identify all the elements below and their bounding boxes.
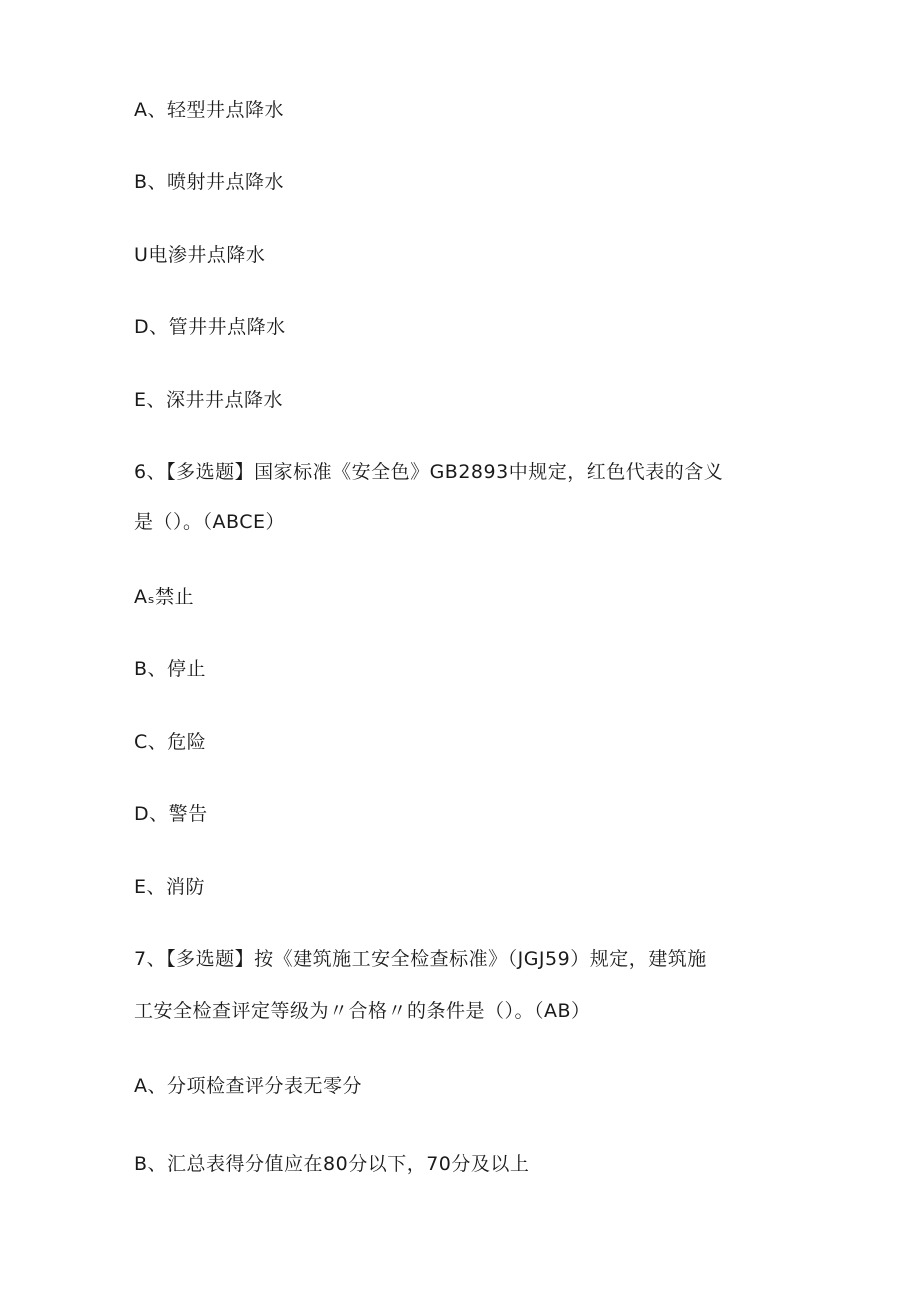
- question-6-text-line-2: 是（）。（ABCE）: [134, 511, 285, 533]
- option-b-jet-wellpoint: B、喷射井点降水: [134, 171, 285, 193]
- question-7-text-line-1: 7、【多选题】按《建筑施工安全检查标准》（JGJ59）规定，建筑施: [134, 948, 707, 970]
- option-c-danger: C、危险: [134, 731, 207, 753]
- question-6-text-line-1: 6、【多选题】国家标准《安全色》GB2893中规定，红色代表的含义: [134, 461, 724, 483]
- option-a-prohibit: Aₛ禁止: [134, 586, 195, 608]
- option-e-fire-fighting: E、消防: [134, 876, 206, 898]
- option-c-electroosmotic-wellpoint: U电渗井点降水: [134, 244, 266, 266]
- question-7-text-line-2: 工安全检查评定等级为〃合格〃的条件是（）。（AB）: [134, 1000, 591, 1022]
- option-d-warning: D、警告: [134, 803, 208, 825]
- option-a-no-zero-score: A、分项检查评分表无零分: [134, 1075, 362, 1097]
- option-d-tube-wellpoint: D、管井井点降水: [134, 316, 286, 338]
- option-b-stop: B、停止: [134, 658, 207, 680]
- option-b-summary-score-range: B、汇总表得分值应在80分以下，70分及以上: [134, 1153, 530, 1175]
- option-a-light-wellpoint: A、轻型井点降水: [134, 99, 284, 121]
- option-e-deep-wellpoint: E、深井井点降水: [134, 389, 284, 411]
